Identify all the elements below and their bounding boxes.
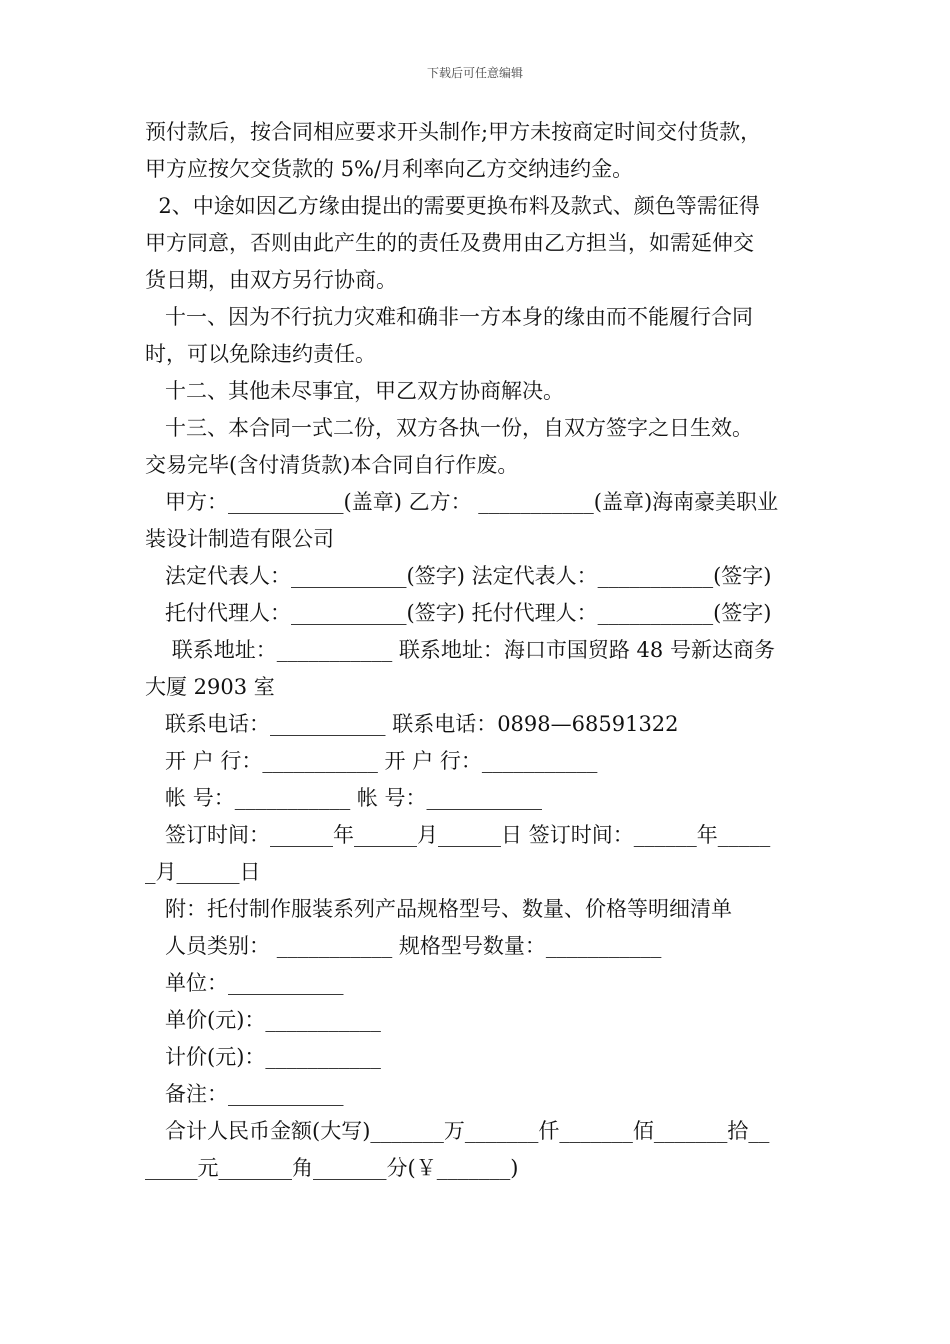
appendix-line: 附：托付制作服装系列产品规格型号、数量、价格等明细清单: [145, 897, 733, 921]
text-line: 十三、本合同一式二份，双方各执一份，自双方签字之日生效。: [145, 416, 754, 440]
agent-line: 托付代理人：___________(签字) 托付代理人：___________(签字): [145, 601, 772, 625]
page-header-note: 下载后可任意编辑: [426, 66, 523, 80]
bank-line: 开 户 行：___________ 开 户 行：___________: [145, 749, 598, 773]
total-price-line: 计价(元)：___________: [145, 1045, 381, 1069]
unit-price-line: 单价(元)：___________: [145, 1008, 381, 1032]
text-line: 十二、其他未尽事宜，甲乙双方协商解决。: [145, 379, 565, 403]
text-line: 大厦 2903 室: [145, 675, 275, 699]
text-line: 交易完毕(含付清货款)本合同自行作废。: [145, 453, 519, 477]
text-line: 时，可以免除违约责任。: [145, 342, 376, 366]
text-line: _月______日: [145, 860, 261, 884]
contract-body: [145, 114, 811, 1187]
remarks-line: 备注：___________: [145, 1082, 344, 1106]
unit-line: 单位：___________: [145, 971, 344, 995]
phone-line: 联系电话：___________ 联系电话：0898—68591322: [145, 712, 679, 736]
text-line: 装设计制造有限公司: [145, 527, 334, 551]
text-line: 2、中途如因乙方缘由提出的需要更换布料及款式、颜色等需征得: [145, 194, 760, 218]
signing-date-line: 签订时间：______年______月______日 签订时间：______年_____: [145, 823, 771, 847]
text-line: 十一、因为不行抗力灾难和确非一方本身的缘由而不能履行合同: [145, 305, 754, 329]
text-line: 货日期，由双方另行协商。: [145, 268, 397, 292]
text-line: 甲方同意，否则由此产生的的责任及费用由乙方担当，如需延伸交: [145, 231, 754, 255]
representative-line: 法定代表人：___________(签字) 法定代表人：___________(签字): [145, 564, 772, 588]
text-line: _____元_______角_______分(￥_______): [145, 1156, 519, 1180]
party-line: 甲方：___________(盖章) 乙方： ___________(盖章)海南豪美职业: [145, 490, 779, 514]
text-line: 预付款后，按合同相应要求开头制作;甲方未按商定时间交付货款，: [145, 120, 762, 144]
text-line: 甲方应按欠交货款的 5%/月利率向乙方交纳违约金。: [145, 157, 634, 181]
amount-line: 合计人民币金额(大写)_______万_______仟_______佰_______拾__: [145, 1119, 770, 1143]
account-line: 帐 号：___________ 帐 号：___________: [145, 786, 543, 810]
personnel-line: 人员类别： ___________ 规格型号数量：___________: [145, 934, 662, 958]
address-line: 联系地址：___________ 联系地址：海口市国贸路 48 号新达商务: [145, 638, 775, 662]
